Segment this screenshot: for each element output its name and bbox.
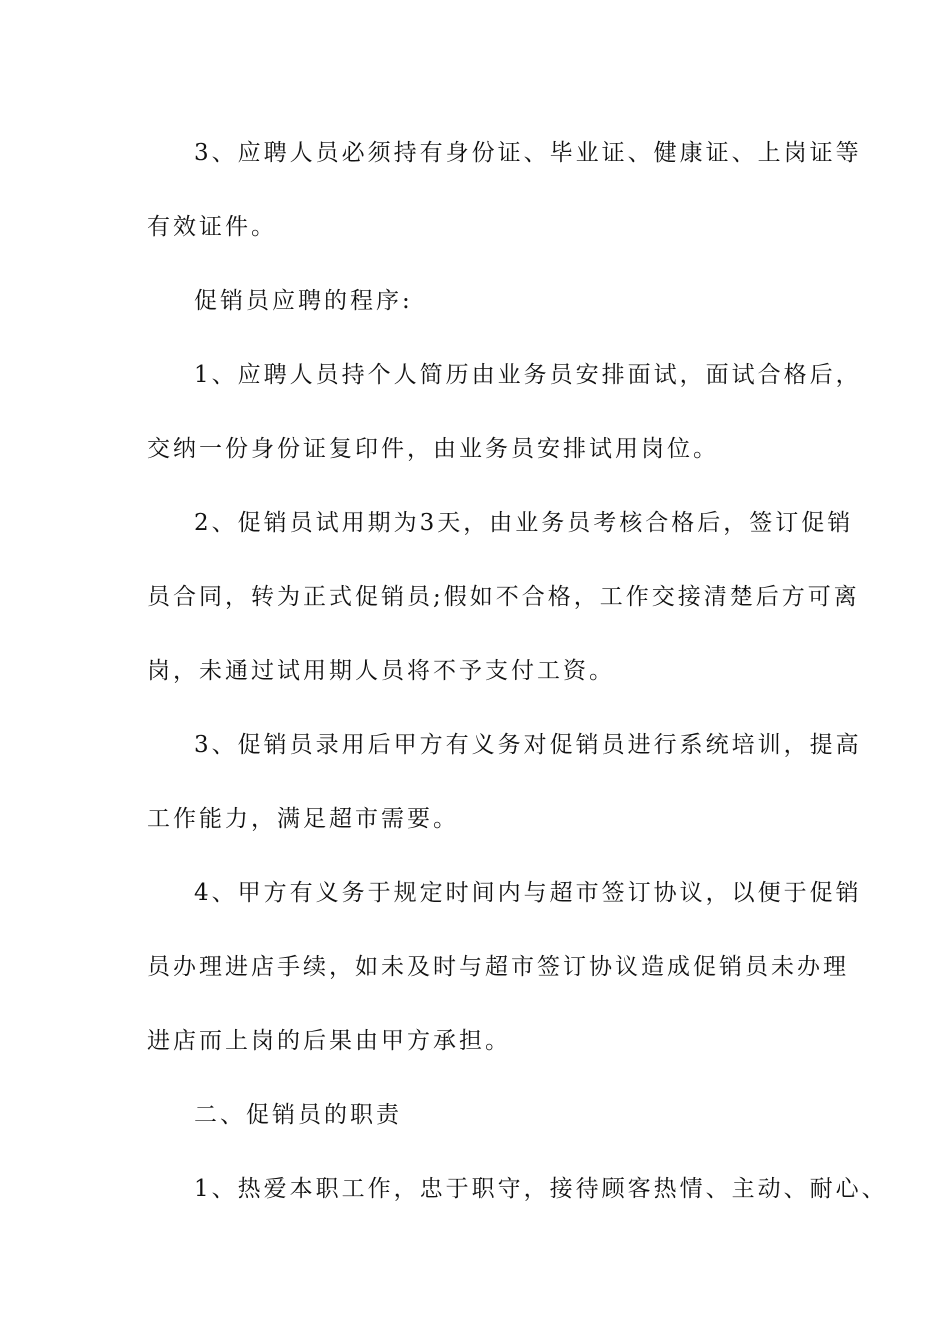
paragraph-line: 员合同，转为正式促销员;假如不合格，工作交接清楚后方可离	[147, 584, 860, 610]
section-subheading: 促销员应聘的程序:	[194, 288, 413, 314]
paragraph-line: 1、应聘人员持个人简历由业务员安排面试，面试合格后，	[194, 362, 862, 388]
paragraph-line: 工作能力，满足超市需要。	[147, 806, 459, 832]
paragraph-line: 3、促销员录用后甲方有义务对促销员进行系统培训，提高	[194, 732, 862, 758]
paragraph-line: 进店而上岗的后果由甲方承担。	[147, 1028, 511, 1054]
paragraph-line: 有效证件。	[147, 214, 277, 240]
paragraph-line: 2、促销员试用期为3天，由业务员考核合格后，签订促销	[194, 510, 854, 536]
paragraph-line: 3、应聘人员必须持有身份证、毕业证、健康证、上岗证等	[194, 140, 862, 166]
paragraph-line: 岗，未通过试用期人员将不予支付工资。	[147, 658, 615, 684]
document-body	[147, 130, 888, 1240]
section-heading: 二、促销员的职责	[194, 1102, 402, 1128]
paragraph-line: 员办理进店手续，如未及时与超市签订协议造成促销员未办理	[147, 954, 849, 980]
paragraph-line: 交纳一份身份证复印件，由业务员安排试用岗位。	[147, 436, 719, 462]
paragraph-line: 1、热爱本职工作，忠于职守，接待顾客热情、主动、耐心、	[194, 1176, 888, 1202]
paragraph-line: 4、甲方有义务于规定时间内与超市签订协议，以便于促销	[194, 880, 862, 906]
